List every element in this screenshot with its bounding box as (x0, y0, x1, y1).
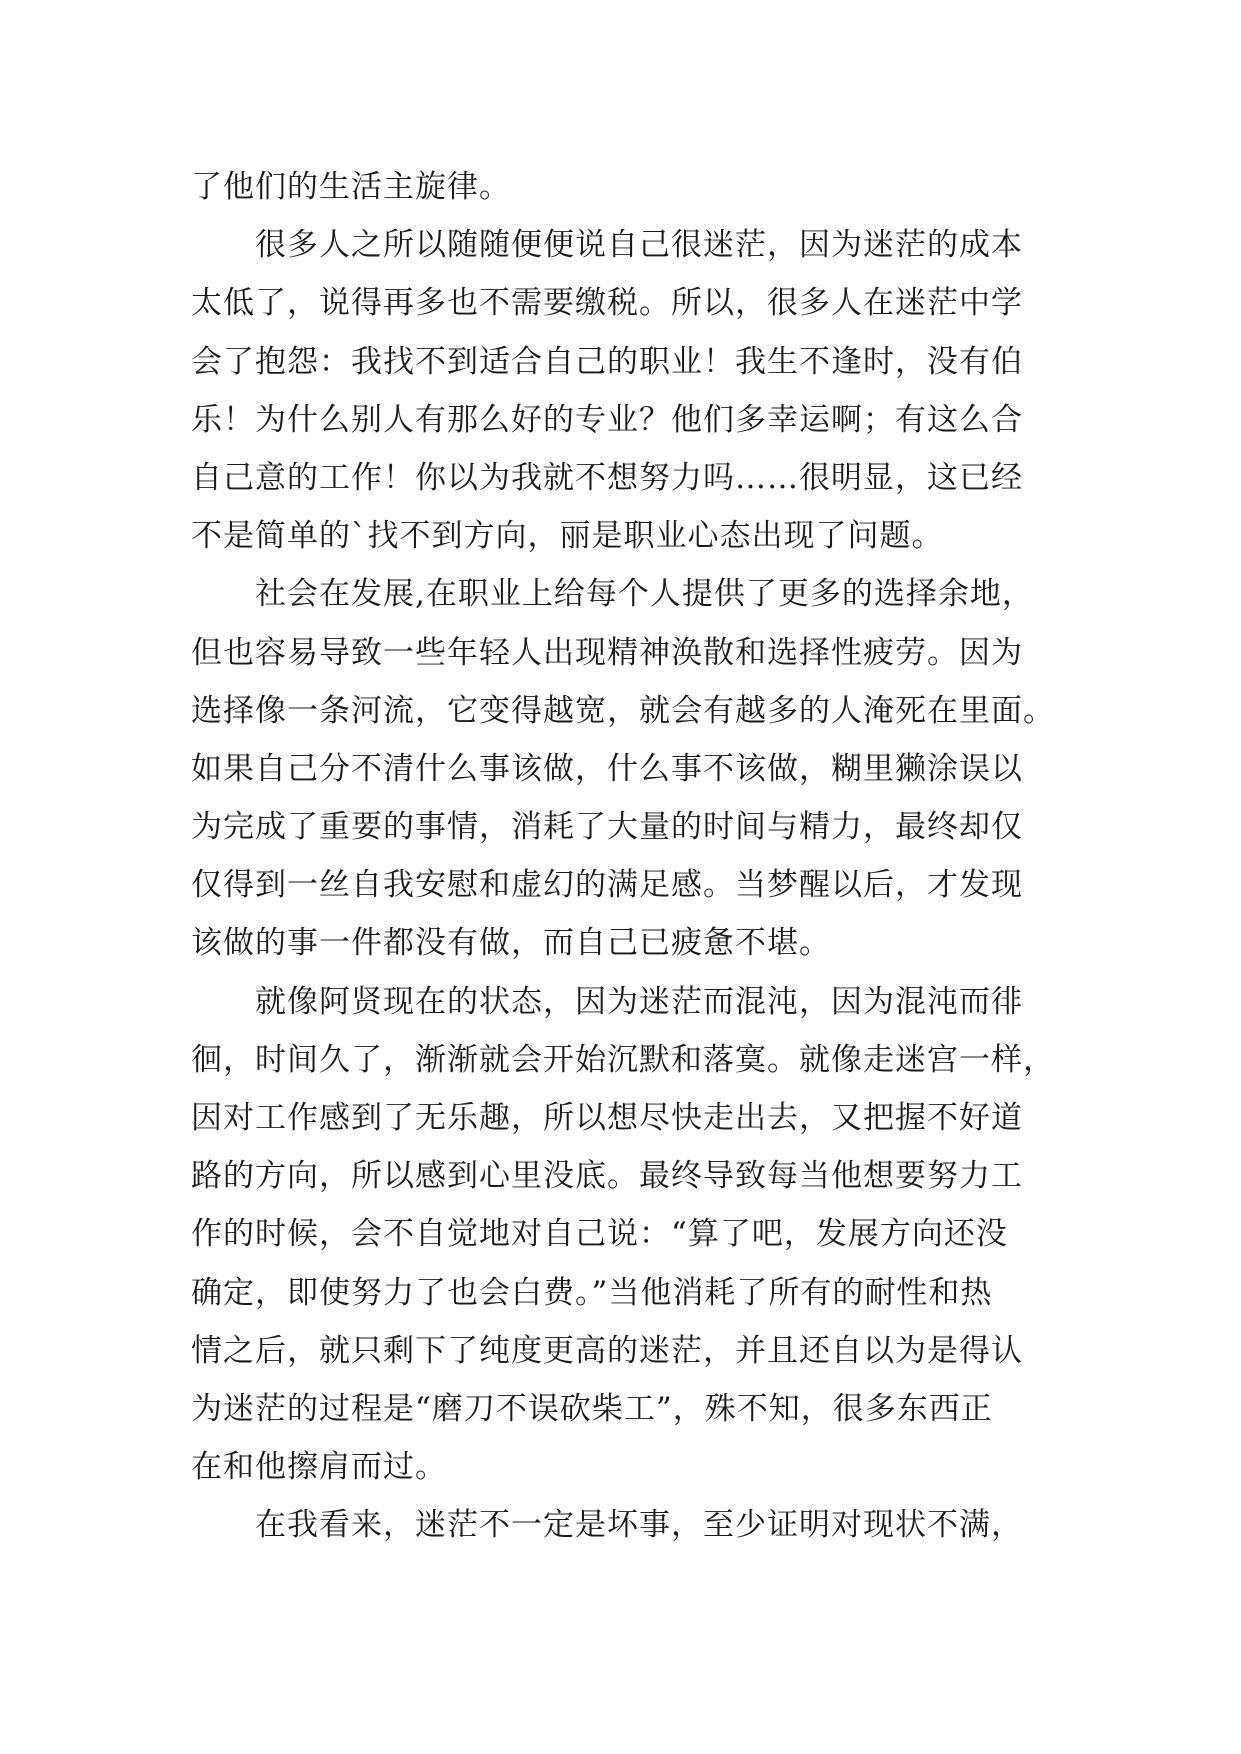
text-line: 仅得到一丝自我安慰和虚幻的满足感。当梦醒以后，才发现 (191, 867, 1023, 904)
text-line: 了他们的生活主旋律。 (191, 169, 511, 205)
text-line: 为完成了重要的事情，消耗了大量的时间与精力，最终却仅 (191, 809, 1023, 846)
text-line: 路的方向，所以感到心里没底。最终导致每当他想要努力工 (191, 1158, 1023, 1195)
text-line: 如果自己分不清什么事该做，什么事不该做，糊里獭涂误以 (191, 750, 1023, 787)
text-line: 确定，即使努力了也会白费。”当他消耗了所有的耐性和热 (191, 1274, 993, 1311)
text-line: 为迷茫的过程是“磨刀不误砍柴工”，殊不知，很多东西正 (191, 1390, 993, 1427)
text-line: 就像阿贤现在的状态，因为迷茫而混沌，因为混沌而徘 (255, 983, 1023, 1020)
text-line: 因对工作感到了无乐趣，所以想尽快走出去，又把握不好道 (191, 1100, 1023, 1136)
text-line: 徊，时间久了，渐渐就会开始沉默和落寞。就像走迷宫一样， (191, 1041, 1055, 1078)
text-line: 在我看来，迷茫不一定是坏事，至少证明对现状不满， (255, 1507, 1023, 1544)
text-line: 很多人之所以随随便便说自己很迷茫，因为迷茫的成本 (255, 227, 1023, 264)
text-line: 在和他擦肩而过。 (191, 1449, 447, 1486)
text-line: 自己意的工作！你以为我就不想努力吗……很明显，这已经 (191, 459, 1023, 496)
text-line: 但也容易导致一些年轻人出现精神涣散和选择性疲劳。因为 (191, 634, 1023, 671)
text-line: 不是简单的`找不到方向，丽是职业心态出现了问题。 (191, 518, 944, 555)
text-line: 作的时候，会不自觉地对自己说：“算了吧，发展方向还没 (191, 1216, 1008, 1253)
text-line: 选择像一条河流，它变得越宽，就会有越多的人淹死在里面。 (191, 692, 1055, 729)
text-line: 情之后，就只剩下了纯度更高的迷茫，并且还自以为是得认 (191, 1332, 1023, 1369)
text-line: 会了抱怨：我找不到适合自己的职业！我生不逢时，没有伯 (191, 343, 1023, 380)
text-line: 太低了，说得再多也不需要缴税。所以，很多人在迷茫中学 (191, 285, 1023, 322)
text-line: 社会在发展,在职业上给每个人提供了更多的选择余地， (255, 576, 1034, 613)
text-line: 该做的事一件都没有做，而自己已疲惫不堪。 (191, 925, 831, 962)
body-text (191, 158, 1055, 1555)
text-line: 乐！为什么别人有那么好的专业？他们多幸运啊；有这么合 (191, 401, 1023, 438)
